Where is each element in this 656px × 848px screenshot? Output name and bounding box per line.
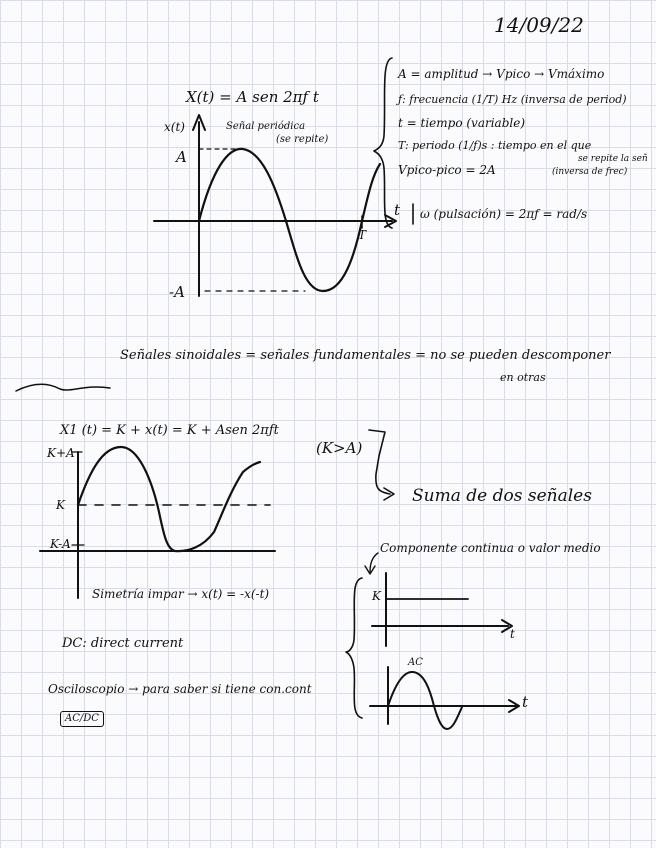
def-time: t = tiempo (variable) [398, 116, 526, 130]
def-period-note1: se repite la señ [578, 154, 648, 164]
graph1-desc-line2: (se repite) [276, 134, 329, 145]
def-period-note2: (inversa de frec) [552, 167, 628, 177]
graph1-desc-line1: Señal periódica [226, 121, 306, 132]
definitions-brace [374, 58, 392, 228]
graph1-equation: X(t) = A sen 2πƒ t [186, 88, 319, 106]
sum-of-signals-label: Suma de dos señales [412, 486, 592, 506]
graph3-label-ac: AC [408, 657, 423, 668]
component-arrow [370, 553, 378, 572]
note-symmetry: Simetría impar → x(t) = -x(-t) [92, 587, 270, 601]
note-oscilloscope: Osciloscopio → para saber si tiene con.cont [48, 682, 312, 696]
graph3-label-t1: t [510, 627, 515, 641]
graph3-ac-curve [388, 672, 462, 729]
graph2-label-k-minus-a: K-A [50, 537, 71, 551]
def-period: T: periodo (1/ƒ)s : tiempo en el que [398, 139, 592, 152]
graph2-label-k-plus-a: K+A [47, 446, 75, 460]
graph1-period-label: T [358, 228, 367, 242]
sinusoidal-line2: en otras [500, 371, 546, 384]
sinusoidal-line1: Señales sinoidales = señales fundamentales = no se pueden descomponer [120, 348, 611, 363]
acdc-box: AC/DC [60, 711, 104, 727]
graph1-a-label: A [176, 148, 187, 166]
def-amplitude: A = amplitud → Vpico → Vmáximo [398, 67, 605, 81]
note-dc: DC: direct current [62, 636, 184, 651]
graph1-t-label: t [394, 201, 401, 219]
graph1-sine-curve [199, 149, 380, 291]
graph2-sine-curve [78, 447, 260, 551]
graph2-condition: (K>A) [316, 439, 363, 457]
scribble-line [16, 384, 110, 391]
graph3-label-k: K [372, 589, 381, 603]
component-label: Componente continua o valor medio [380, 541, 601, 555]
def-omega: ω (pulsación) = 2πƒ = rad/s [420, 207, 588, 221]
graph3-label-t2: t [522, 693, 529, 711]
graph1-neg-a-label: -A [169, 283, 185, 301]
def-vpp: Vpico-pico = 2A [398, 163, 496, 177]
graph2-label-k: K [56, 498, 65, 512]
graph2-equation: X1 (t) = K + x(t) = K + Asen 2πƒt [60, 423, 279, 438]
page-date: 14/09/22 [494, 13, 584, 37]
sum-bracket-arrow [369, 430, 390, 494]
graph3-brace [346, 578, 362, 718]
graph1-y-label: x(t) [164, 120, 185, 134]
def-frequency: ƒ: frecuencia (1/T) Hz (inversa de period) [398, 93, 627, 106]
